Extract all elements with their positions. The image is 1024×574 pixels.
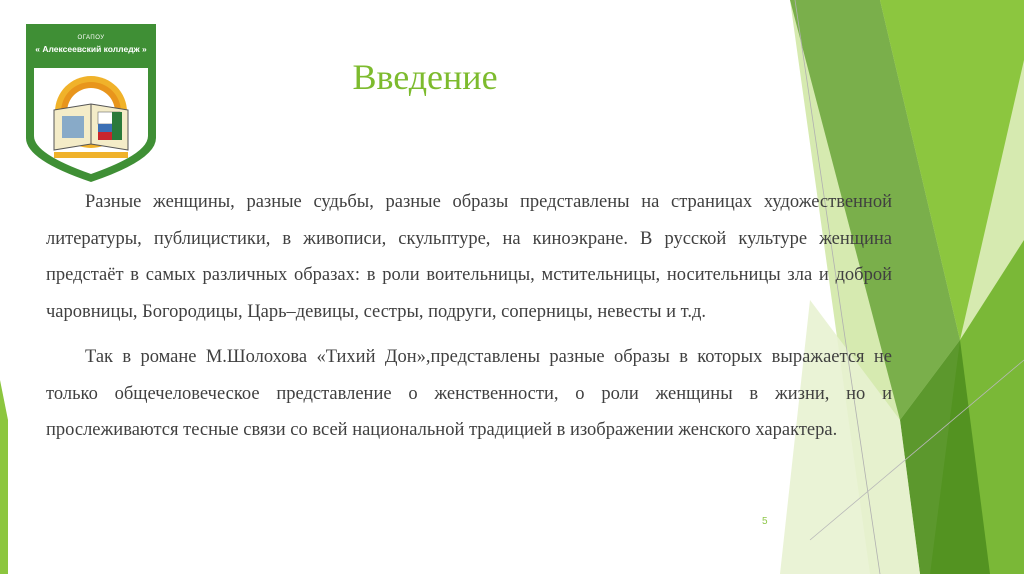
paragraph-2: Так в романе М.Шолохова «Тихий Дон»,представлены разные образы в которых выражается не только общечеловеческое представление о женственности, о роли женщины в жизни, но и прослеживаются тесные связи со всей национальной традицией в изображении женского характера. xyxy=(46,347,892,440)
slide-title: Введение xyxy=(352,57,498,97)
paragraph-1: Разные женщины, разные судьбы, разные образы представлены на страницах художественной литературы, публицистики, в живописи, скульптуре, на киноэкране. В русской культуре женщина предстаёт в самых различных образах: в роли воительницы, мстительницы, носительницы зла и доброй чаровницы, Богородицы, Царь–девицы, сестры, подруги, соперницы, невесты и т.д. xyxy=(46,192,892,322)
book-icon xyxy=(54,104,128,150)
page-number: 5 xyxy=(762,516,768,527)
left-green-stripe xyxy=(0,380,8,574)
logo-org-name: « Алексеевский колледж » xyxy=(35,44,147,54)
slide-body xyxy=(46,184,892,449)
logo-org-type: ОГАПОУ xyxy=(77,35,105,41)
